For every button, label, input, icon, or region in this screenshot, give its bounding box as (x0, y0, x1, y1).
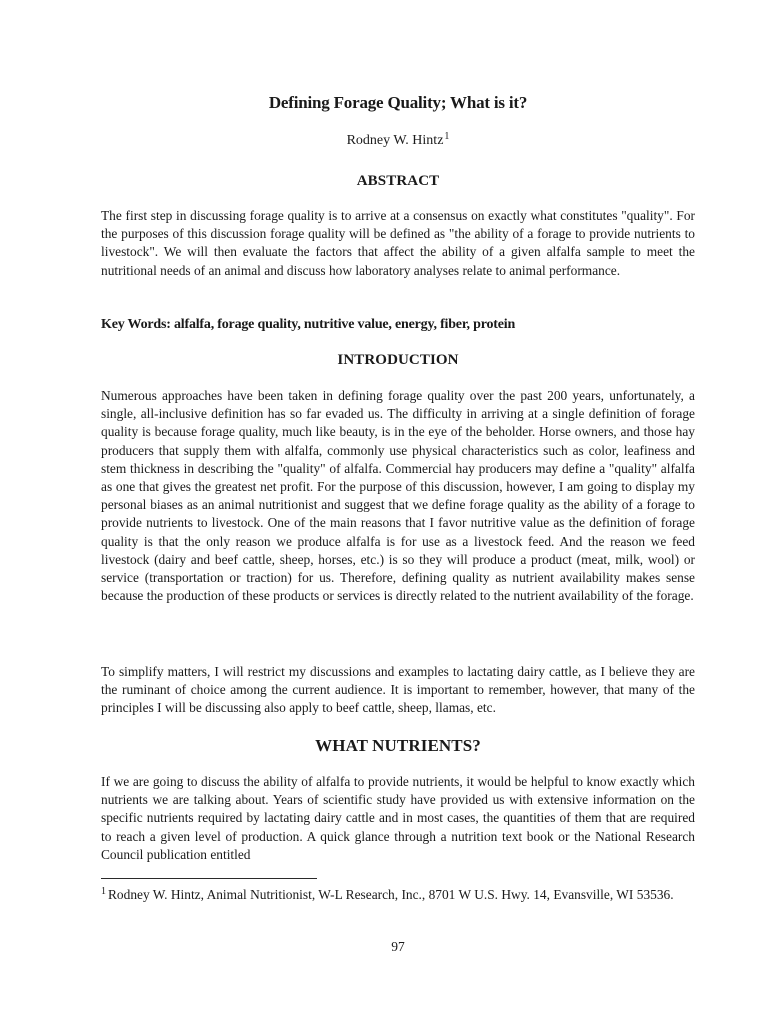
paper-title: Defining Forage Quality; What is it? (268, 93, 528, 112)
abstract-heading: ABSTRACT (356, 173, 440, 189)
keywords-line: Key Words: alfalfa, forage quality, nutritive value, energy, fiber, protein (101, 317, 516, 332)
introduction-heading: INTRODUCTION (337, 352, 459, 368)
author-line (101, 131, 695, 149)
abstract-text: The first step in discussing forage quality is to arrive at a consensus on exactly what constitutes "quality". For the purposes of this discussion forage quality will be defined as "the ability of a forage to provide nutrients to livestock". We will then evaluate the factors that affect the ability of a given alfalfa sample to meet the nutritional needs of an animal and discuss how laboratory analyses relate to animal performance. (101, 208, 695, 278)
what-nutrients-heading: WHAT NUTRIENTS? (315, 736, 481, 755)
what-nutrients-paragraph-1: If we are going to discuss the ability of alfalfa to provide nutrients, it would be helpful to know exactly which nutrients we are talking about. Years of scientific study have provided us with extensive information on the specific nutrients required by lactating dairy cattle and in most cases, the quantities of them that are required to reach a given level of production. A quick glance through a nutrition text book or the National Research Council publication entitled (101, 774, 695, 862)
footnote (101, 883, 695, 904)
introduction-paragraph-1: Numerous approaches have been taken in defining forage quality over the past 200 years, unfortunately, a single, all-inclusive definition has so far evaded us. The difficulty in arriving at a single definition of forage quality is because forage quality, much like beauty, is in the eye of the beholder. Horse owners, and those hay producers that supply them with alfalfa, commonly use physical characteristics such as color, leafiness and stem thickness in describing the "quality" of alfalfa. Commercial hay producers may define a "quality" alfalfa as one that gives the greatest net profit. For the purpose of this discussion, however, I am going to display my personal biases as an animal nutritionist and suggest that we define forage quality as the ability of a forage to provide nutrients to livestock. One of the main reasons that I favor nutritive value as the definition of forage quality is that the only reason we produce alfalfa is for use as a livestock feed. And the reason we feed livestock (dairy and beef cattle, sheep, horses, etc.) is so they will produce a product (meat, milk, wool) or service (transportation or traction) for us. Therefore, defining quality as nutrient availability makes sense because the production of these products or services is directly related to the nutrient availability of the forage. (101, 388, 695, 604)
footnote-mark: 1 (101, 886, 106, 897)
page-number: 97 (391, 939, 405, 954)
paper-page (101, 0, 695, 1024)
footnote-divider (101, 878, 317, 879)
introduction-paragraph-2: To simplify matters, I will restrict my discussions and examples to lactating dairy cattle, as I believe they are the ruminant of choice among the current audience. It is important to remember, however, that many of the principles I will be discussing also apply to beef cattle, sheep, llamas, etc. (101, 664, 695, 716)
author-footnote-mark: 1 (444, 131, 450, 142)
footnote-text: Rodney W. Hintz, Animal Nutritionist, W-L Research, Inc., 8701 W U.S. Hwy. 14, Evansville, WI 53536. (108, 887, 674, 902)
author-name: Rodney W. Hintz (346, 133, 444, 148)
